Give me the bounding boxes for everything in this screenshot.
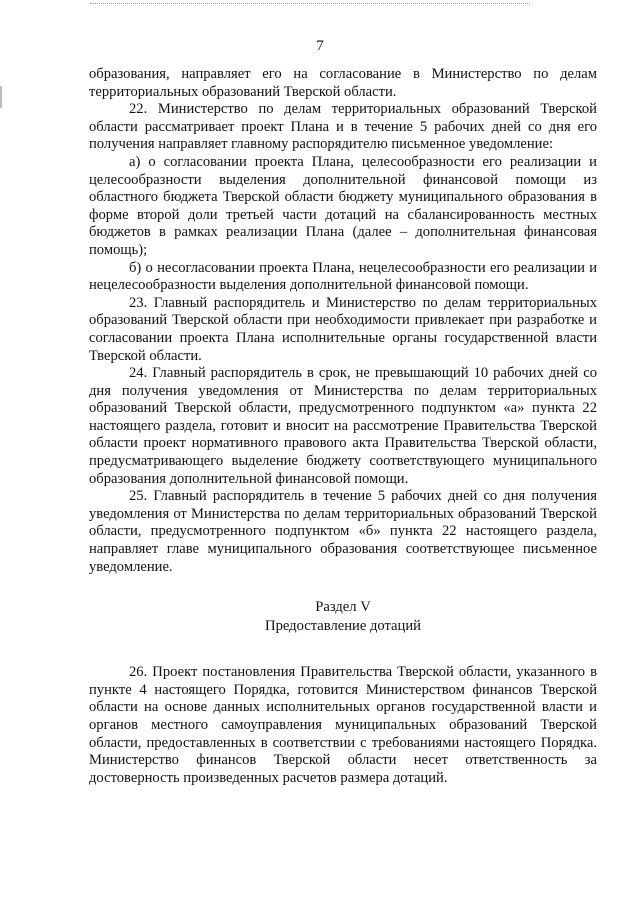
section-spacer [89,636,597,664]
paragraph-continuation: образования, направляет его на согласование в Министерство по делам территориальных образований Тверской области. [89,66,597,100]
paragraph-23: 23. Главный распорядитель и Министерство по делам территориальных образований Тверской области при необходимости привлекает при разработке и согласовании проекта Плана исполнительные органы государственной власти Тверской области. [89,294,597,364]
paragraph-26: 26. Проект постановления Правительства Тверской области, указанного в пункте 4 настоящего Порядка, готовится Министерством финансов Тверской области на основе данных исполнительных органов государственной власти и органов местного самоуправления муниципальных образований Тверской области, предоставленных в соответствии с требованиями настоящего Порядка. Министерство финансов Тверской области несет ответственность за достоверность произведенных расчетов размера дотаций. [89,664,597,786]
paragraph-22-a: а) о согласовании проекта Плана, целесообразности его реализации и целесообразности выделения дополнительной финансовой помощи из областного бюджета Тверской области бюджету муниципального образования в форме второй доли третьей части дотаций на сбалансированность местных бюджетов в рамках реализации Плана (далее – дополнительная финансовая помощь); [89,153,597,258]
paragraph-22: 22. Министерство по делам территориальных образований Тверской области рассматривает проект Плана и в течение 5 рабочих дней со дня его получения направляет главному распорядителю письменное уведомление: [89,101,597,153]
scan-left-mark [0,86,2,108]
document-body [89,66,597,787]
page-number: 7 [316,38,324,54]
paragraph-22-b: б) о несогласовании проекта Плана, нецелесообразности его реализации и нецелесообразности выделения дополнительной финансовой помощи. [89,259,597,294]
paragraph-25: 25. Главный распорядитель в течение 5 рабочих дней со дня получения уведомления от Министерства по делам территориальных образований Тверской области, предусмотренного подпунктом «б» пункта 22 настоящего раздела, направляет главе муниципального образования соответствующее письменное уведомление. [89,488,597,575]
section-title: Предоставление дотаций [265,618,421,635]
scan-top-edge [90,3,530,4]
paragraph-24: 24. Главный распорядитель в срок, не превышающий 10 рабочих дней со дня получения уведомления от Министерства по делам территориальных образований Тверской области, предусмотренного подпунктом «а» пункта 22 настоящего раздела, готовит и вносит на рассмотрение Правительства Тверской области проект нормативного правового акта Правительства Тверской области, предусматривающего выделение бюджету соответствующего муниципального образования дополнительной финансовой помощи. [89,365,597,487]
section-number: Раздел V [315,599,371,616]
